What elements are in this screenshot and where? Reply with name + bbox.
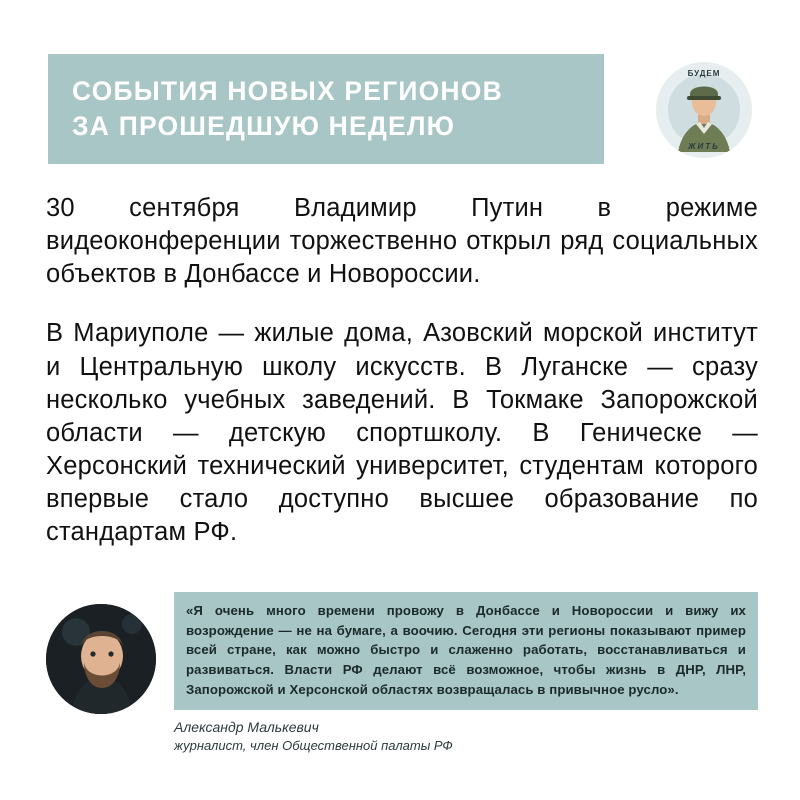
emblem-top-text: БУДЕМ [687, 69, 721, 78]
person-photo-icon [46, 604, 156, 714]
avatar [46, 604, 156, 714]
body-text [46, 192, 758, 549]
quote-content [174, 592, 758, 756]
quote-text: «Я очень много времени провожу в Донбассе и Новороссии и вижу их возрождение — не на бумаге, а воочию. Сегодня эти регионы показывают пример всей стране, как можно быстро и слаженно работать, восстанавливаться и развиваться. Власти РФ делают всё возможное, чтобы жизнь в ДНР, ЛНР, Запорожской и Херсонской областях возвращалась в привычное русло». [174, 592, 758, 710]
emblem-logo [654, 60, 754, 160]
header-title-line-2: ЗА ПРОШЕДШУЮ НЕДЕЛЮ [72, 111, 456, 141]
quote-author: Александр Малькевич [174, 718, 319, 735]
header-title-line-1: СОБЫТИЯ НОВЫХ РЕГИОНОВ [72, 76, 503, 107]
quote-role: журналист, член Общественной палаты РФ [174, 738, 453, 754]
paragraph-1: 30 сентября Владимир Путин в режиме видеоконференции торжественно открыл ряд социальных объектов в Донбассе и Новороссии. [46, 194, 758, 289]
quote-block [46, 592, 758, 756]
header-banner [48, 54, 604, 164]
emblem-bottom-text: ЖИТЬ [688, 142, 720, 151]
paragraph-2: В Мариуполе — жилые дома, Азовский морской институт и Центральную школу искусств. В Луганске — сразу несколько учебных заведений. В Токмаке Запорожской области — детскую спортшколу. В Геническе — Херсонский технический университет, студентам которого впервые стало доступно высшее образование по стандартам РФ. [46, 319, 758, 547]
